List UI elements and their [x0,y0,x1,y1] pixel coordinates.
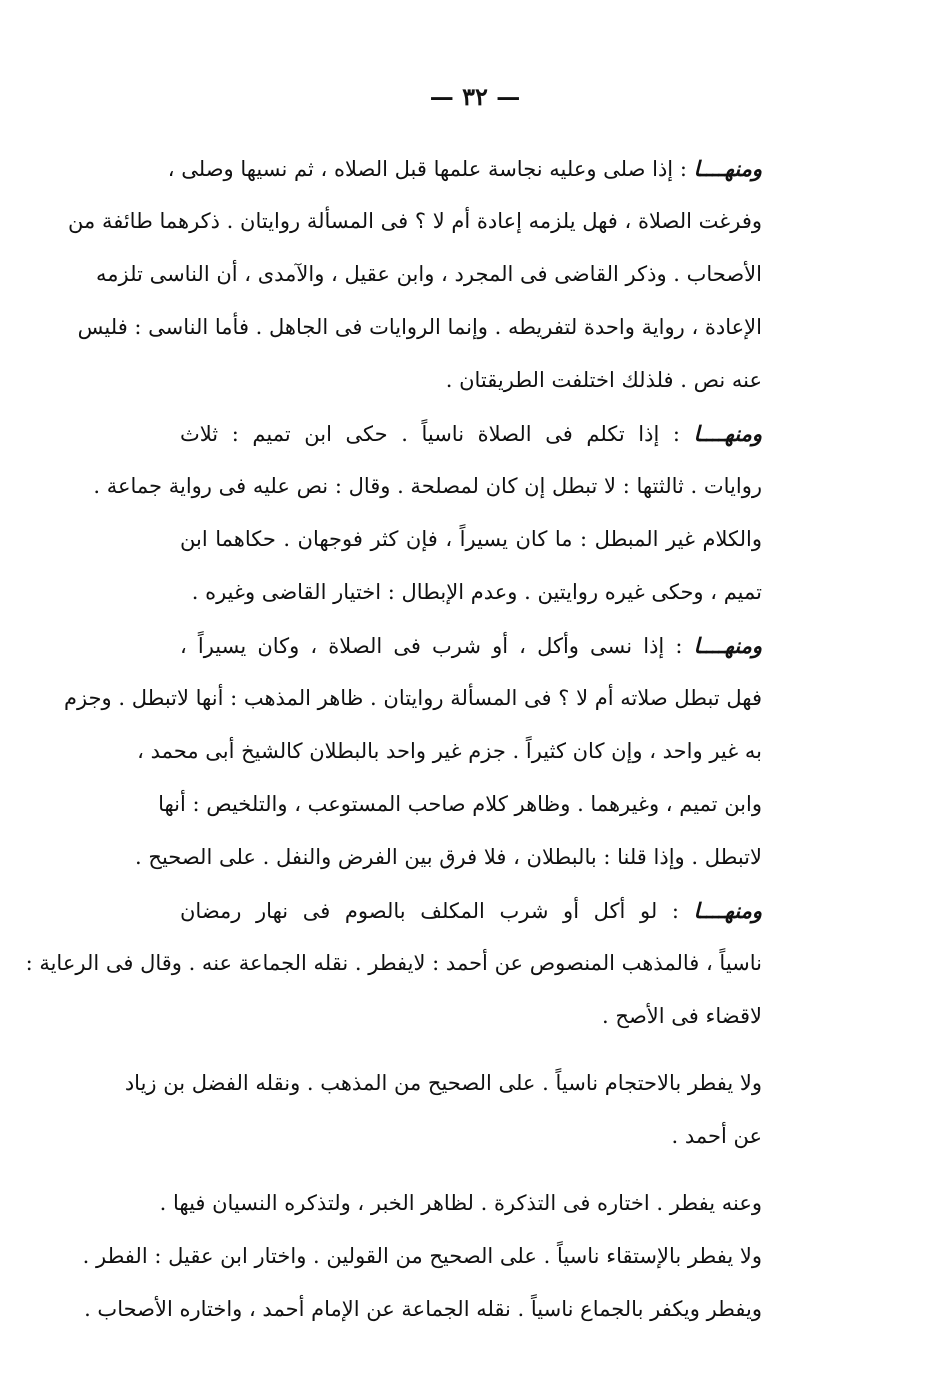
line-text: الإعادة ، رواية واحدة لتفريطه . وإنما الروايات فى الجاهل . فأما الناسى : فليس [77,315,762,339]
text-line [180,990,762,1043]
text-line [68,195,762,248]
line-text: ولا يفطر بالاحتجام ناسياً . على الصحيح من المذهب . ونقله الفضل بن زياد [124,1071,762,1095]
text-line [180,354,762,407]
line-text: روايات . ثالثتها : لا تبطل إن كان لمصلحة . وقال : نص عليه فى رواية جماعة . [93,474,762,498]
line-text: عنه نص . فلذلك اختلفت الطريقتان . [445,368,762,392]
line-text: فهل تبطل صلاته أم لا ؟ فى المسألة روايتان . ظاهر المذهب : أنها لاتبطل . وجزم [63,686,762,710]
line-text: تميم ، وحكى غيره روايتين . وعدم الإبطال : اختيار القاضى وغيره . [191,580,762,604]
text-line [25,937,762,990]
line-text: : إذا تكلم فى الصلاة ناسياً . حكى ابن تميم : ثلاث [180,422,694,446]
text-line [180,619,762,672]
section-lead-word: ومنهــــا [693,421,762,446]
text-line [167,142,762,195]
text-line [137,725,762,778]
line-text: : إذا صلى وعليه نجاسة علمها قبل الصلاه ، ثم نسيها وصلى ، [167,157,694,181]
line-text: به غير واحد ، وإن كان كثيراً . جزم غير واحد بالبطلان كالشيخ أبى محمد ، [137,739,762,763]
line-text: والكلام غير المبطل : ما كان يسيراً ، فإن كثر فوجهان . حكاهما ابن [180,527,762,551]
line-text: وعنه يفطر . اختاره فى التذكرة . لظاهر الخبر ، ولتذكره النسيان فيها . [159,1191,762,1215]
text-line [84,1283,762,1336]
text-line [82,1230,762,1283]
section-lead-word: ومنهــــا [693,156,762,181]
text-line [159,1177,762,1230]
line-text: عن أحمد . [671,1124,762,1148]
text-line [180,884,762,937]
text-line [180,566,762,619]
text-line [93,460,762,513]
line-text: لاقضاء فى الأصح . [602,1004,762,1028]
text-line [77,301,762,354]
line-text: وفرغت الصلاة ، فهل يلزمه إعادة أم لا ؟ فى المسألة روايتان . ذكرهما طائفة من [68,209,762,233]
line-text: الأصحاب . وذكر القاضى فى المجرد ، وابن عقيل ، والآمدى ، أن الناسى تلزمه [96,262,762,286]
text-line [135,831,762,884]
text-line [180,1110,762,1163]
text-block [25,142,762,1336]
line-text: ويفطر ويكفر بالجماع ناسياً . نقله الجماعة عن الإمام أحمد ، واختاره الأصحاب . [84,1297,762,1321]
text-line [180,407,762,460]
line-text: وابن تميم ، وغيرهما . وظاهر كلام صاحب المستوعب ، والتلخيص : أنها [158,792,762,816]
text-line [124,1057,762,1110]
text-line [180,513,762,566]
page-number: — ٣٢ — [429,82,521,111]
text-line [158,778,762,831]
line-text: لاتبطل . وإذا قلنا : بالبطلان ، فلا فرق بين الفرض والنفل . على الصحيح . [135,845,762,869]
text-line [63,672,762,725]
text-line [96,248,762,301]
line-text: ناسياً ، فالمذهب المنصوص عن أحمد : لايفطر . نقله الجماعة عنه . وقال فى الرعاية : [25,951,762,975]
line-text: : لو أكل أو شرب المكلف بالصوم فى نهار رمضان [180,899,694,923]
section-lead-word: ومنهــــا [693,898,762,923]
section-lead-word: ومنهــــا [693,633,762,658]
line-text: ولا يفطر بالإستقاء ناسياً . على الصحيح من القولين . واختار ابن عقيل : الفطر . [82,1244,762,1268]
line-text: : إذا نسى وأكل ، أو شرب فى الصلاة ، وكان يسيراً ، [180,634,694,658]
